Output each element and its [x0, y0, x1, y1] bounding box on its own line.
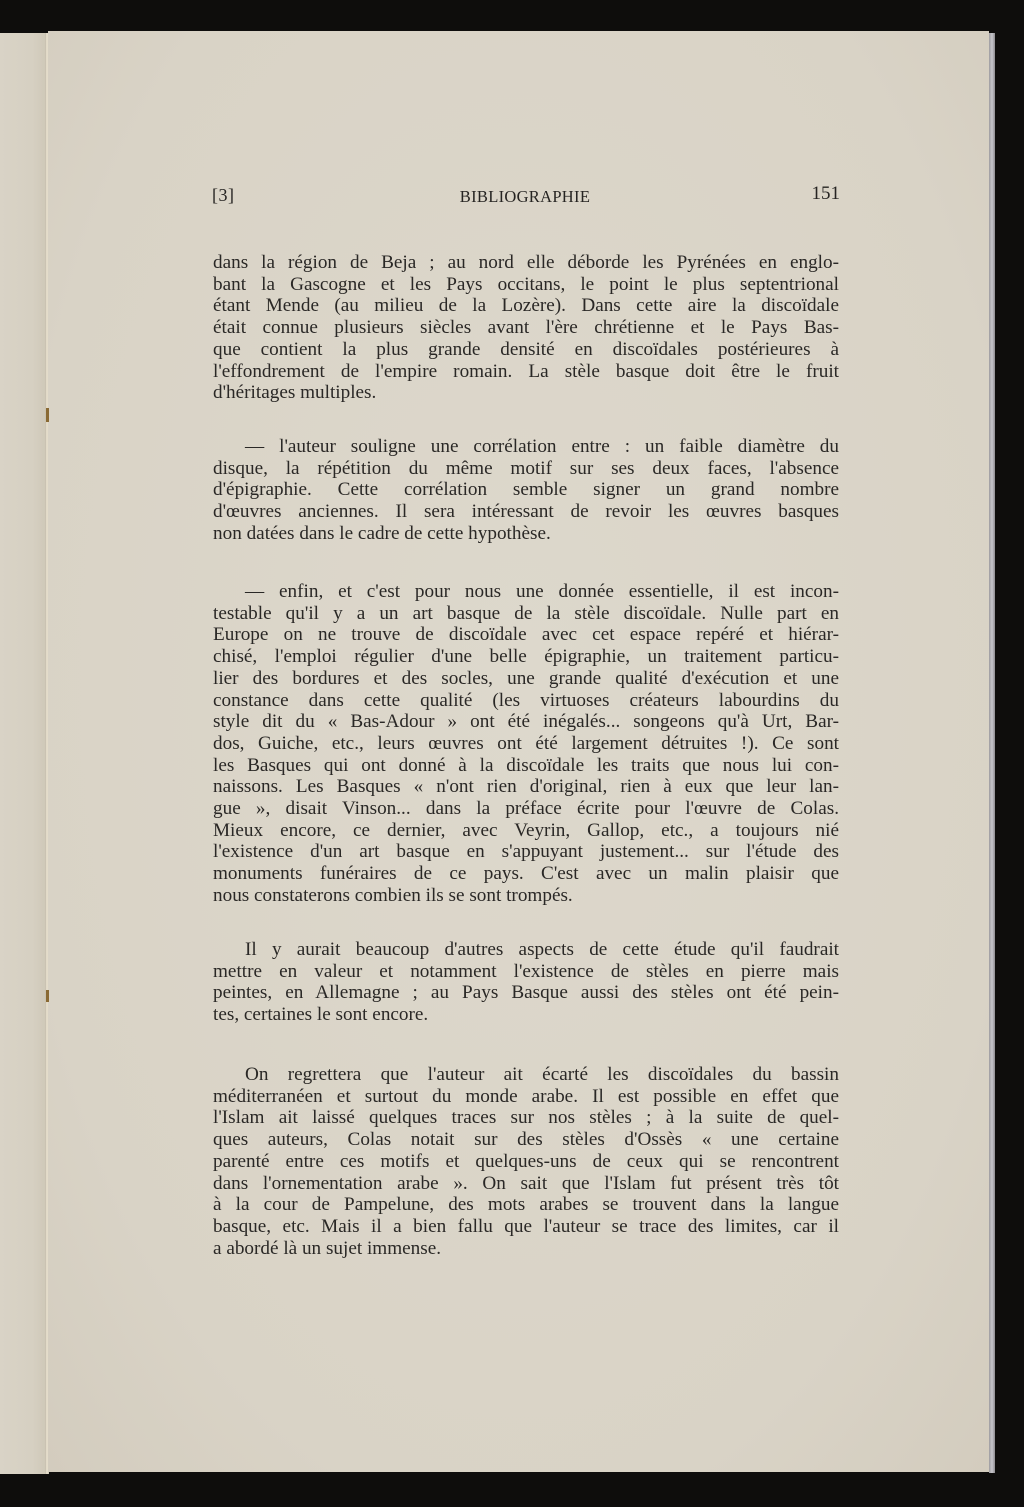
text-line: nous constaterons combien ils se sont trompés. — [213, 884, 573, 906]
binding-mark — [46, 408, 49, 422]
text-line: d'épigraphie. Cette corrélation semble signer un grand nombre — [213, 479, 839, 501]
text-line: dans l'ornementation arabe ». On sait que l'Islam fut présent très tôt — [213, 1172, 839, 1194]
running-title: BIBLIOGRAPHIE — [459, 187, 591, 206]
paragraph-2 — [213, 436, 839, 545]
text-line: gue », disait Vinson... dans la préface écrite pour l'œuvre de Colas. — [213, 798, 839, 820]
text-line: l'existence d'un art basque en s'appuyant justement... sur l'étude des — [213, 841, 839, 863]
binding-mark — [46, 990, 49, 1002]
text-line: à la cour de Pampelune, des mots arabes se trouvent dans la langue — [213, 1194, 839, 1216]
text-line: monuments funéraires de ce pays. C'est avec un malin plaisir que — [213, 863, 839, 885]
text-line: style dit du « Bas-Adour » ont été inégalés... songeons qu'à Urt, Bar- — [213, 711, 839, 733]
text-line: disque, la répétition du même motif sur ses deux faces, l'absence — [213, 457, 839, 479]
text-line: mettre en valeur et notamment l'existence de stèles en pierre mais — [213, 960, 839, 982]
text-line: tes, certaines le sont encore. — [213, 1004, 429, 1026]
paragraph-3 — [213, 581, 839, 907]
text-line: étant Mende (au milieu de la Lozère). Dans cette aire la discoïdale — [213, 295, 839, 317]
text-line: l'Islam ait laissé quelques traces sur nos stèles ; à la suite de quel- — [213, 1107, 839, 1129]
text-line: a abordé là un sujet immense. — [213, 1237, 442, 1259]
text-line: que contient la plus grande densité en discoïdales postérieures à — [213, 338, 839, 360]
text-line: non datées dans le cadre de cette hypothèse. — [213, 522, 551, 544]
text-line: dans la région de Beja ; au nord elle déborde les Pyrénées en englo- — [213, 252, 839, 273]
text-line: d'œuvres anciennes. Il sera intéressant de revoir les œuvres basques — [213, 501, 839, 523]
text-line: naissons. Les Basques « n'ont rien d'original, rien à eux que leur lan- — [213, 776, 839, 798]
page-stack-edge — [989, 33, 995, 1473]
text-line: Europe on ne trouve de discoïdale avec cet espace repéré et hiérar- — [213, 624, 839, 646]
text-line: bant la Gascogne et les Pays occitans, le point le plus septentrional — [213, 273, 839, 295]
text-line: Il y aurait beaucoup d'autres aspects de cette étude qu'il faudrait — [245, 939, 839, 960]
text-line: peintes, en Allemagne ; au Pays Basque aussi des stèles ont été pein- — [213, 982, 839, 1004]
paragraph-5 — [213, 1064, 839, 1259]
text-line: basque, etc. Mais il a bien fallu que l'auteur se trace des limites, car il — [213, 1215, 839, 1237]
text-line: parenté entre ces motifs et quelques-uns de ceux qui se rencontrent — [213, 1150, 839, 1172]
text-line: lier des bordures et des socles, une grande qualité d'exécution et une — [213, 667, 839, 689]
running-header — [210, 183, 840, 209]
text-line: l'effondrement de l'empire romain. La stèle basque doit être le fruit — [213, 360, 839, 382]
text-line: était connue plusieurs siècles avant l'ère chrétienne et le Pays Bas- — [213, 317, 839, 339]
text-line: — enfin, et c'est pour nous une donnée essentielle, il est incon- — [245, 581, 839, 602]
section-reference: [3] — [212, 185, 235, 205]
text-line: d'héritages multiples. — [213, 382, 377, 404]
text-line: constance dans cette qualité (les virtuoses créateurs labourdins du — [213, 689, 839, 711]
text-line: On regrettera que l'auteur ait écarté les discoïdales du bassin — [245, 1064, 839, 1085]
text-line: les Basques qui ont donné à la discoïdale les traits que nous lui con- — [213, 754, 839, 776]
paragraph-1 — [213, 252, 839, 404]
text-line: dos, Guiche, etc., leurs œuvres ont été largement détruites !). Ce sont — [213, 732, 839, 754]
paragraph-4 — [213, 939, 839, 1026]
text-line: — l'auteur souligne une corrélation entre : un faible diamètre du — [245, 436, 839, 457]
text-line: Mieux encore, ce dernier, avec Veyrin, Gallop, etc., a toujours nié — [213, 819, 839, 841]
text-line: testable qu'il y a un art basque de la stèle discoïdale. Nulle part en — [213, 602, 839, 624]
facing-page-edge — [0, 33, 46, 1474]
text-line: chisé, l'emploi régulier d'une belle épigraphie, un traitement particu- — [213, 646, 839, 668]
text-line: ques auteurs, Colas notait sur des stèles d'Ossès « une certaine — [213, 1129, 839, 1151]
page-number: 151 — [811, 183, 840, 204]
text-line: méditerranéen et surtout du monde arabe. Il est possible en effet que — [213, 1085, 839, 1107]
